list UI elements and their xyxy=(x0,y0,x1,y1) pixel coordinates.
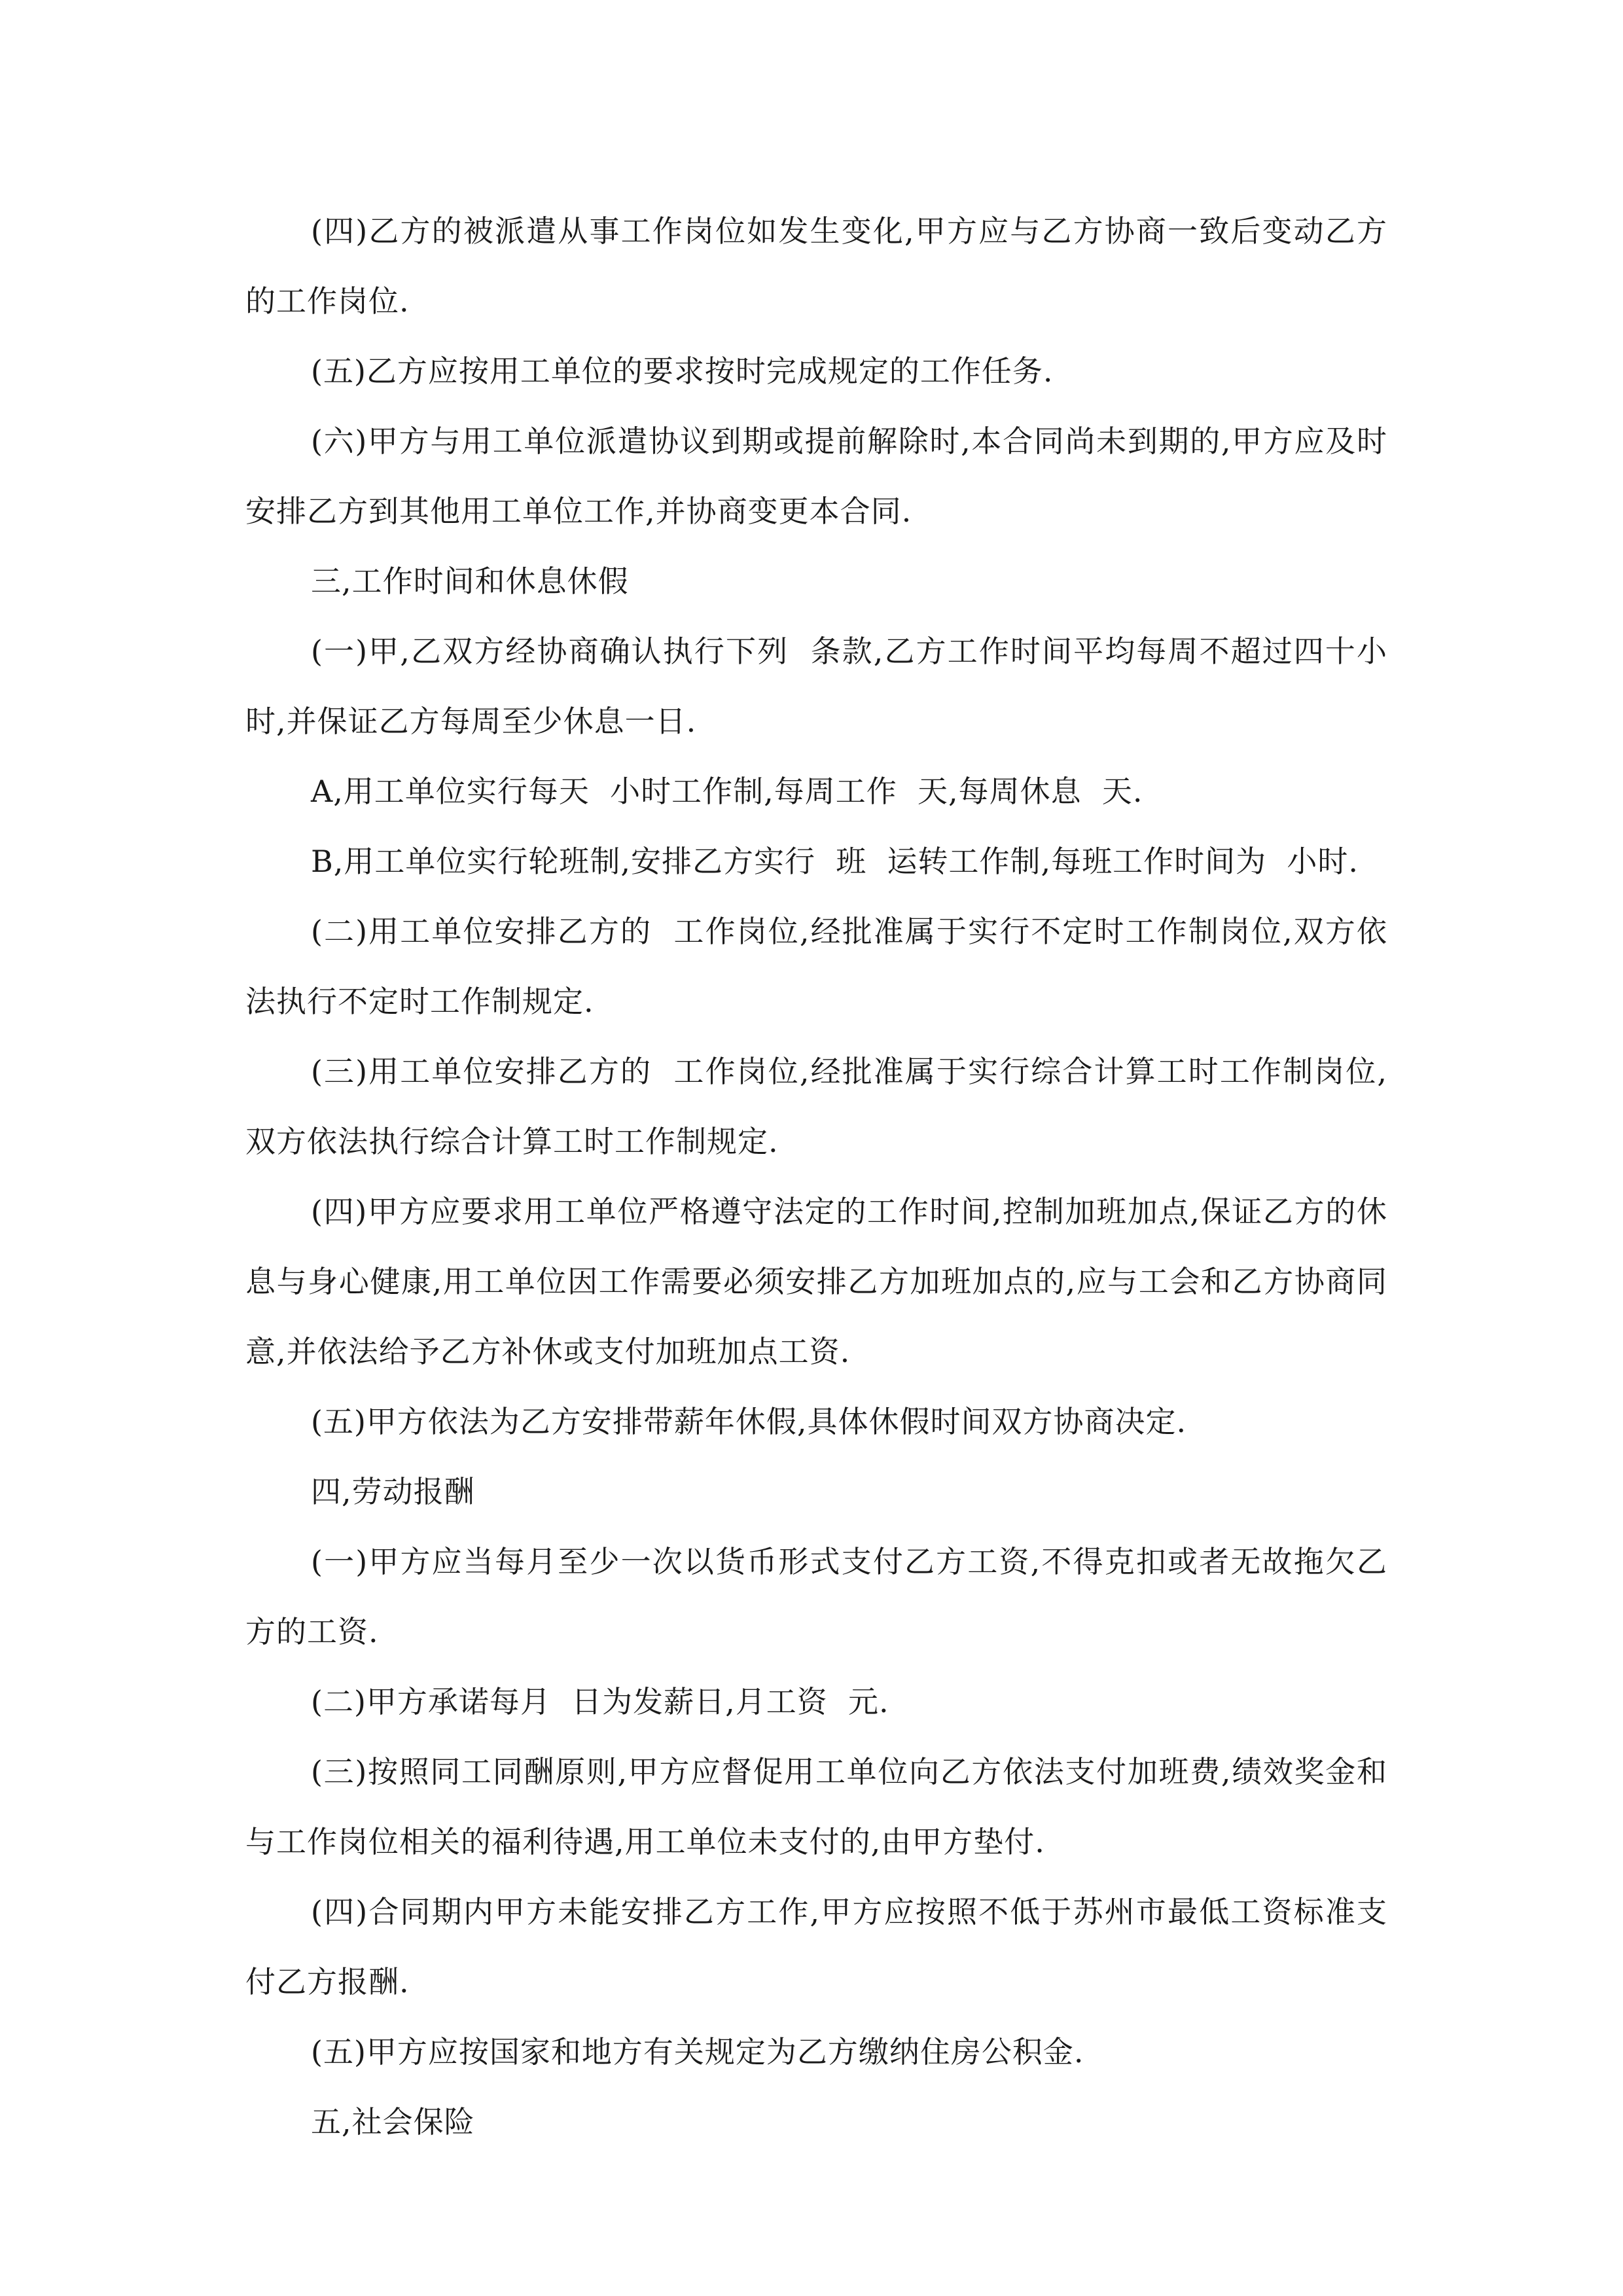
paragraph: (二)用工单位安排乙方的 工作岗位,经批准属于实行不定时工作制岗位,双方依法执行不定时工作制规定. xyxy=(245,914,1387,1019)
paragraph: (二)甲方承诺每月 日为发薪日,月工资 元. xyxy=(311,1684,889,1719)
paragraph: (三)用工单位安排乙方的 工作岗位,经批准属于实行综合计算工时工作制岗位,双方依法执行综合计算工时工作制规定. xyxy=(245,1054,1387,1159)
paragraph: (三)按照同工同酬原则,甲方应督促用工单位向乙方依法支付加班费,绩效奖金和与工作岗位相关的福利待遇,用工单位未支付的,由甲方垫付. xyxy=(245,1754,1387,1859)
paragraph: (五)甲方应按国家和地方有关规定为乙方缴纳住房公积金. xyxy=(311,2034,1084,2070)
paragraph: (一)甲方应当每月至少一次以货币形式支付乙方工资,不得克扣或者无故拖欠乙方的工资. xyxy=(245,1544,1387,1649)
section-heading: 四,劳动报酬 xyxy=(311,1474,475,1509)
paragraph: (一)甲,乙双方经协商确认执行下列 条款,乙方工作时间平均每周不超过四十小时,并保证乙方每周至少休息一日. xyxy=(245,634,1387,739)
paragraph: A,用工单位实行每天 小时工作制,每周工作 天,每周休息 天. xyxy=(311,774,1143,809)
paragraph: (六)甲方与用工单位派遣协议到期或提前解除时,本合同尚未到期的,甲方应及时安排乙方到其他用工单位工作,并协商变更本合同. xyxy=(245,423,1387,529)
section-heading: 三,工作时间和休息休假 xyxy=(311,564,629,599)
paragraph: (四)合同期内甲方未能安排乙方工作,甲方应按照不低于苏州市最低工资标准支付乙方报酬. xyxy=(245,1894,1387,2000)
paragraph: (四)甲方应要求用工单位严格遵守法定的工作时间,控制加班加点,保证乙方的休息与身心健康,用工单位因工作需要必须安排乙方加班加点的,应与工会和乙方协商同意,并依法给予乙方补休或支付加班加点工资. xyxy=(245,1194,1387,1369)
paragraph: (五)乙方应按用工单位的要求按时完成规定的工作任务. xyxy=(311,353,1054,389)
document-body xyxy=(245,196,1387,2157)
paragraph: (四)乙方的被派遣从事工作岗位如发生变化,甲方应与乙方协商一致后变动乙方的工作岗位. xyxy=(245,213,1387,319)
section-heading: 五,社会保险 xyxy=(311,2104,475,2140)
paragraph: (五)甲方依法为乙方安排带薪年休假,具体休假时间双方协商决定. xyxy=(311,1404,1187,1439)
paragraph: B,用工单位实行轮班制,安排乙方实行 班 运转工作制,每班工作时间为 小时. xyxy=(311,844,1359,879)
